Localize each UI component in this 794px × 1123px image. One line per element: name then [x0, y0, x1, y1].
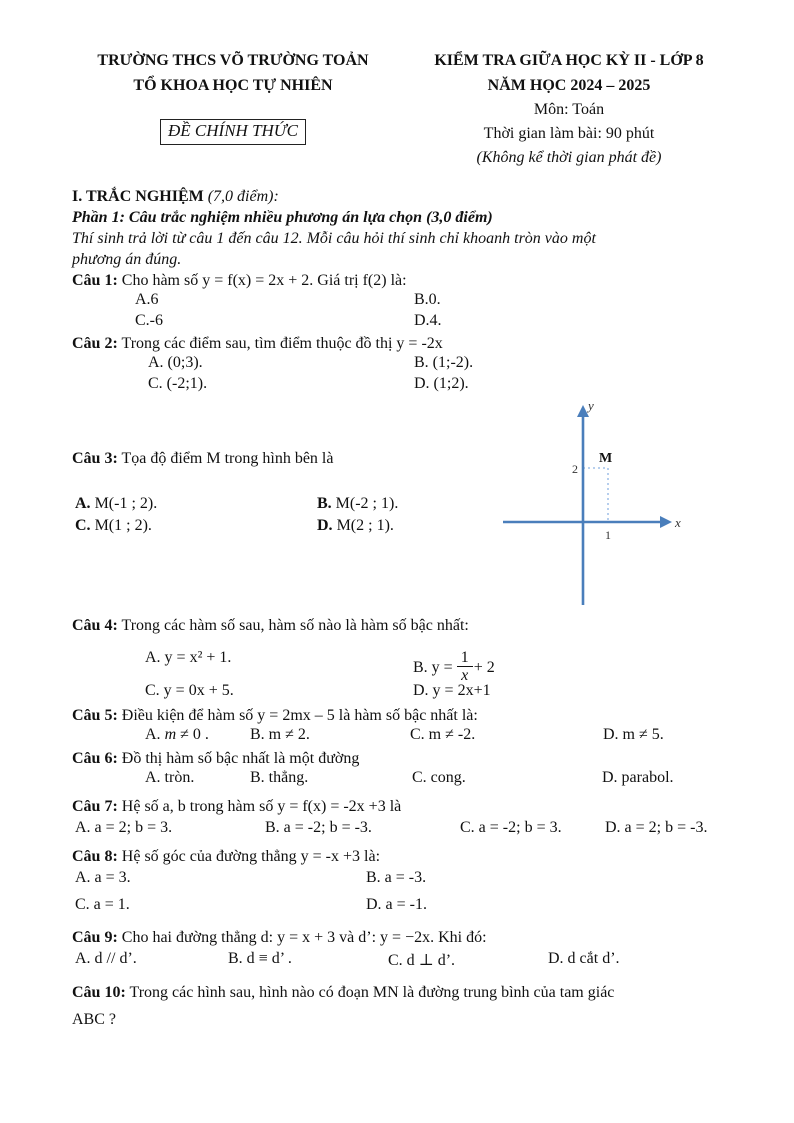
question-8-options-row1 [72, 869, 744, 896]
exam-school-year: NĂM HỌC 2024 – 2025 [487, 77, 651, 94]
question-6 [72, 748, 744, 769]
question-3-option-b-text: M(-2 ; 1). [335, 495, 399, 512]
question-6-option-b: B. thẳng. [250, 769, 309, 786]
question-7 [72, 794, 744, 819]
question-2-options-row1 [72, 354, 744, 375]
question-2-option-b: B. (1;-2). [414, 354, 474, 371]
question-5-option-a-rest: ≠ 0 . [180, 726, 209, 743]
point-m-label: M [599, 451, 613, 466]
question-8-text: Hệ số góc của đường thẳng y = -x +3 là: [121, 848, 381, 865]
question-9-option-d: D. d cắt d’. [548, 950, 620, 967]
question-3-option-d-letter: D. [317, 517, 333, 534]
question-4-option-b-prefix: B. y = [413, 659, 453, 677]
question-9-option-b: B. d ≡ d’ . [228, 950, 292, 967]
question-6-options-row [72, 769, 744, 792]
question-10-label: Câu 10: [72, 984, 126, 1001]
question-1-options-row2 [72, 312, 744, 333]
question-6-label: Câu 6: [72, 750, 118, 767]
question-8 [72, 844, 744, 869]
question-5 [72, 705, 744, 726]
question-4 [72, 615, 744, 636]
question-5-label: Câu 5: [72, 707, 118, 724]
school-name: TRƯỜNG THCS VÕ TRƯỜNG TOẢN [97, 52, 369, 69]
exam-header [72, 48, 744, 170]
question-5-option-b: B. m ≠ 2. [250, 726, 310, 743]
question-5-option-a [145, 726, 209, 744]
question-10-text-line2: ABC ? [72, 1011, 116, 1028]
question-7-option-a: A. a = 2; b = 3. [75, 819, 173, 836]
question-3-option-a-text: M(-1 ; 2). [94, 495, 158, 512]
x-axis-label: x [675, 515, 681, 530]
section-heading [72, 186, 744, 207]
question-4-options-row2 [72, 682, 744, 703]
instructions-line1: Thí sinh trả lời từ câu 1 đến câu 12. Mỗi câu hỏi thí sinh chỉ khoanh tròn vào một [72, 230, 596, 247]
question-9-options-row [72, 950, 744, 977]
question-2 [72, 333, 744, 354]
question-1-option-a: A.6 [135, 291, 159, 308]
question-3-options-row2 [72, 517, 744, 539]
question-10 [72, 979, 744, 1006]
question-7-text: Hệ số a, b trong hàm số y = f(x) = -2x +3 là [121, 798, 402, 815]
school-department: TỔ KHOA HỌC TỰ NHIÊN [133, 77, 333, 94]
question-3-option-a [75, 495, 157, 513]
question-3-option-a-letter: A. [75, 495, 91, 512]
question-9-text: Cho hai đường thẳng d: y = x + 3 và d’: y = −2x. Khi đó: [121, 929, 487, 946]
question-3-option-c-text: M(1 ; 2). [94, 517, 152, 534]
question-3-option-c [75, 517, 152, 535]
question-10-text: Trong các hình sau, hình nào có đoạn MN là đường trung bình của tam giác [129, 984, 615, 1001]
question-3-text: Tọa độ điểm M trong hình bên là [121, 450, 334, 467]
question-8-options-row2 [72, 896, 744, 923]
exam-subject: Môn: Toán [533, 101, 605, 118]
question-5-option-d: D. m ≠ 5. [603, 726, 664, 743]
question-5-option-a-variable: m [164, 726, 177, 743]
question-3-option-b-letter: B. [317, 495, 332, 512]
question-5-option-c: C. m ≠ -2. [410, 726, 476, 743]
question-4-option-a: A. y = x² + 1. [145, 649, 232, 666]
question-7-label: Câu 7: [72, 798, 118, 815]
question-9-option-c: C. d ⊥ d’. [388, 952, 456, 969]
fraction [457, 649, 473, 684]
question-5-options-row [72, 726, 744, 748]
question-8-option-d: D. a = -1. [366, 896, 428, 913]
question-9-option-a: A. d // d’. [75, 950, 137, 967]
question-5-option-a-letter: A. [145, 726, 161, 743]
question-7-option-c: C. a = -2; b = 3. [460, 819, 562, 836]
exam-duration: Thời gian làm bài: 90 phút [483, 125, 655, 142]
question-2-options-row2 [72, 375, 744, 396]
header-exam-block [394, 48, 744, 170]
question-4-text: Trong các hàm số sau, hàm số nào là hàm số bậc nhất: [121, 617, 469, 634]
instructions-line2: phương án đúng. [72, 251, 182, 268]
y-axis-label: y [588, 398, 594, 413]
x-tick-1: 1 [605, 528, 611, 542]
question-7-options-row [72, 819, 744, 844]
question-3-block [72, 398, 744, 611]
question-1-label: Câu 1: [72, 272, 118, 289]
question-6-text: Đồ thị hàm số bậc nhất là một đường [121, 750, 360, 767]
official-exam-badge: ĐỀ CHÍNH THỨC [160, 119, 306, 145]
question-1-text: Cho hàm số y = f(x) = 2x + 2. Giá trị f(2) là: [121, 272, 407, 289]
question-3-label: Câu 3: [72, 450, 118, 467]
question-3-option-c-letter: C. [75, 517, 91, 534]
question-6-option-a: A. tròn. [145, 769, 195, 786]
question-4-option-b-suffix: + 2 [473, 659, 495, 677]
question-6-option-d: D. parabol. [602, 769, 674, 786]
question-1-option-b: B.0. [414, 291, 441, 308]
header-school-block [72, 48, 394, 170]
y-tick-2: 2 [572, 462, 578, 476]
part-heading: Phần 1: Câu trắc nghiệm nhiều phương án lựa chọn (3,0 điểm) [72, 209, 493, 226]
exam-title: KIỂM TRA GIỮA HỌC KỲ II - LỚP 8 [434, 52, 704, 69]
fraction-numerator: 1 [457, 649, 473, 667]
question-8-option-b: B. a = -3. [366, 869, 427, 886]
question-4-options-row1 [72, 636, 744, 682]
question-4-option-c: C. y = 0x + 5. [145, 682, 234, 699]
question-2-option-d: D. (1;2). [414, 375, 469, 392]
question-5-text: Điều kiện để hàm số y = 2mx – 5 là hàm số bậc nhất là: [121, 707, 478, 724]
exam-note: (Không kể thời gian phát đề) [476, 149, 662, 166]
question-3-option-b [317, 495, 398, 513]
question-2-text: Trong các điểm sau, tìm điểm thuộc đồ thị y = -2x [121, 335, 443, 352]
question-7-option-d: D. a = 2; b = -3. [605, 819, 708, 836]
question-4-label: Câu 4: [72, 617, 118, 634]
question-1-option-d: D.4. [414, 312, 442, 329]
question-2-option-a: A. (0;3). [148, 354, 203, 371]
question-3-option-d [317, 517, 394, 535]
question-7-option-b: B. a = -2; b = -3. [265, 819, 372, 836]
question-6-option-c: C. cong. [412, 769, 466, 786]
question-8-option-a: A. a = 3. [75, 869, 131, 886]
question-2-label: Câu 2: [72, 335, 118, 352]
question-8-label: Câu 8: [72, 848, 118, 865]
question-9 [72, 925, 744, 950]
question-9-label: Câu 9: [72, 929, 118, 946]
question-4-option-d: D. y = 2x+1 [413, 682, 491, 699]
question-2-option-c: C. (-2;1). [148, 375, 208, 392]
question-8-option-c: C. a = 1. [75, 896, 130, 913]
question-1 [72, 270, 744, 291]
section-heading-bold: I. TRẮC NGHIỆM [72, 188, 204, 205]
section-heading-points: (7,0 điểm): [207, 188, 279, 205]
question-3-option-d-text: M(2 ; 1). [336, 517, 394, 534]
question-1-options-row1 [72, 291, 744, 312]
question-1-option-c: C.-6 [135, 312, 163, 329]
fraction-denominator: x [461, 667, 469, 684]
question-3-options-row1 [72, 495, 744, 517]
